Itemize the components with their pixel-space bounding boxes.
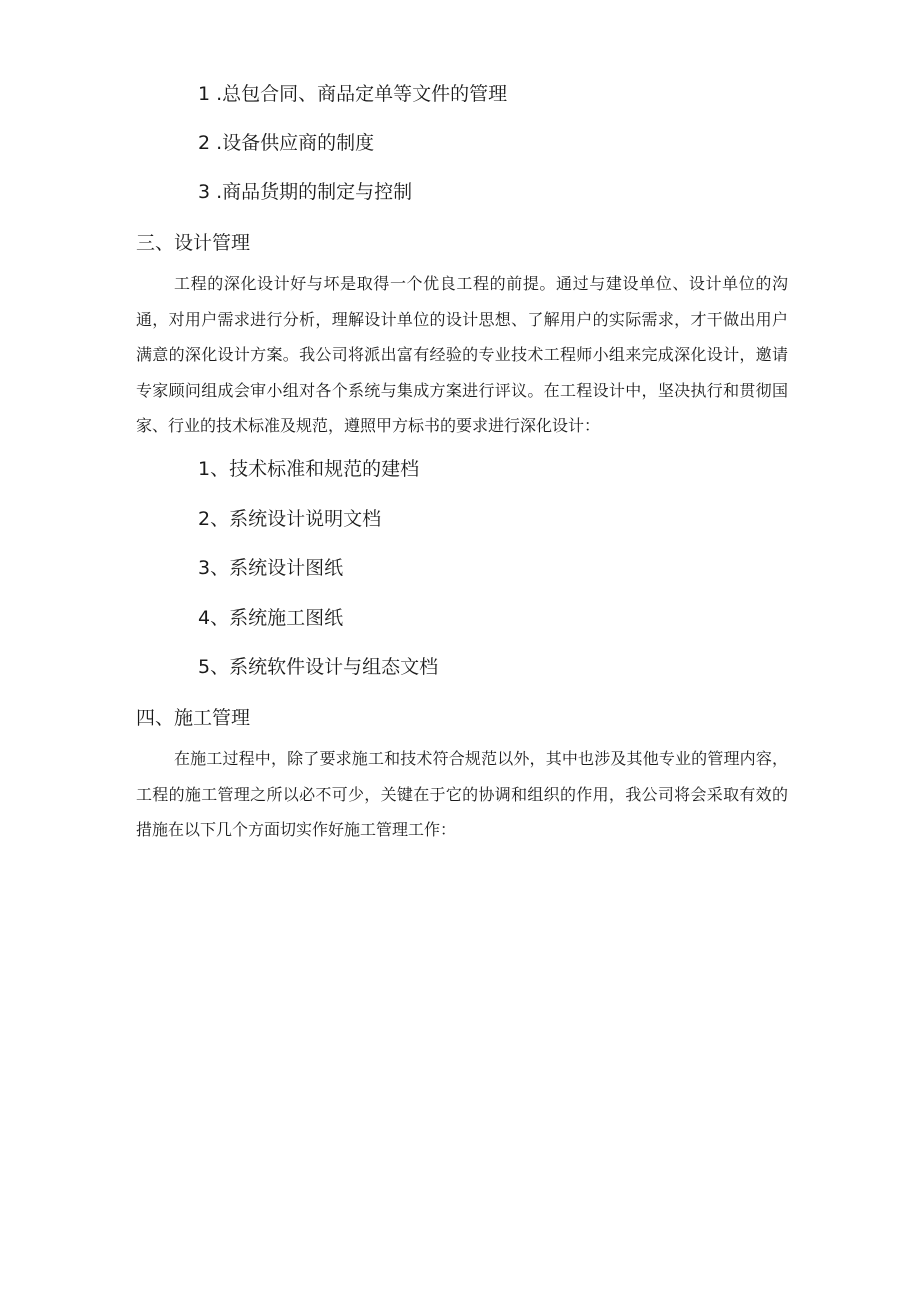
list-item: 1 .总包合同、商品定单等文件的管理 <box>198 83 508 105</box>
list-item: 1、技术标准和规范的建档 <box>198 458 420 480</box>
list-item: 3、系统设计图纸 <box>198 557 344 579</box>
paragraph-design-management: 工程的深化设计好与坏是取得一个优良工程的前提。通过与建设单位、设计单位的沟通，对用户需求进行分析，理解设计单位的设计思想、了解用户的实际需求，才干做出用户满意的深化设计方案。我公司将派出富有经验的专业技术工程师小组来完成深化设计，邀请专家顾问组成会审小组对各个系统与集成方案进行评议。在工程设计中，坚决执行和贯彻国家、行业的技术标准及规范，遵照甲方标书的要求进行深化设计： <box>136 274 788 435</box>
paragraph-construction-management: 在施工过程中，除了要求施工和技术符合规范以外，其中也涉及其他专业的管理内容，工程的施工管理之所以必不可少，关键在于它的协调和组织的作用，我公司将会采取有效的措施在以下几个方面切实作好施工管理工作： <box>136 749 788 839</box>
list-item: 2 .设备供应商的制度 <box>198 132 375 154</box>
section-heading-design-management: 三、设计管理 <box>136 232 251 254</box>
list-item: 5、系统软件设计与组态文档 <box>198 656 439 678</box>
list-item: 3 .商品货期的制定与控制 <box>198 181 413 203</box>
list-item: 2、系统设计说明文档 <box>198 508 382 530</box>
list-item: 4、系统施工图纸 <box>198 607 344 629</box>
section-heading-construction-management: 四、施工管理 <box>136 707 251 729</box>
